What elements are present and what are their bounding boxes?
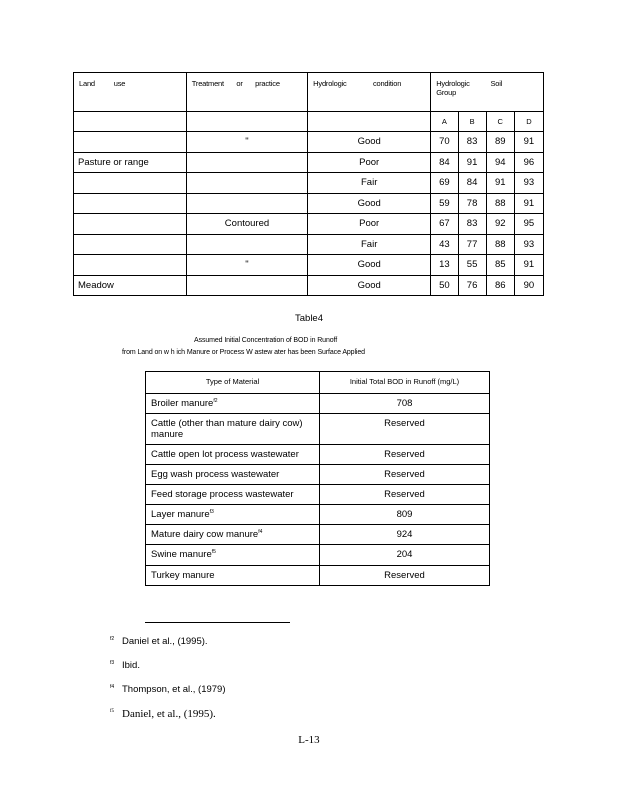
material-name: Broiler manure — [151, 398, 214, 410]
table-row — [146, 505, 490, 525]
group-b: B — [458, 112, 486, 132]
material-name: Swine manure — [151, 549, 212, 561]
footnote — [110, 684, 226, 695]
curve-number-cell: 92 — [486, 214, 514, 235]
curve-number-cell: 93 — [514, 173, 543, 194]
bod-value-cell: Reserved — [320, 465, 490, 485]
header-text: or — [236, 79, 243, 88]
land-use-cell: Pasture or range — [74, 152, 187, 173]
treatment-cell — [186, 152, 307, 173]
bod-value-cell: 204 — [320, 545, 490, 565]
curve-number-cell: 91 — [514, 255, 543, 276]
curve-number-cell: 59 — [431, 193, 458, 214]
condition-cell: Poor — [308, 214, 431, 235]
header-soil-group — [431, 73, 544, 112]
curve-number-cell: 88 — [486, 193, 514, 214]
bod-value-cell: Reserved — [320, 485, 490, 505]
table-header-row — [74, 73, 544, 112]
table-row — [74, 275, 544, 296]
bod-value-cell: 708 — [320, 394, 490, 414]
footnote-mark: f2 — [110, 636, 115, 642]
treatment-cell: " — [186, 132, 307, 153]
land-use-cell — [74, 234, 187, 255]
curve-number-cell: 91 — [458, 152, 486, 173]
bod-value-cell: 809 — [320, 505, 490, 525]
footnote-text: Daniel et al., (1995). — [122, 636, 208, 648]
footnote-mark: f3 — [110, 660, 115, 666]
table-row — [146, 394, 490, 414]
header-text: Hydrologic — [436, 79, 470, 88]
treatment-cell: Contoured — [186, 214, 307, 235]
header-text: use — [113, 79, 126, 88]
material-cell — [146, 565, 320, 585]
footnote — [110, 708, 216, 720]
land-use-cell — [74, 193, 187, 214]
material-name: Turkey manure — [151, 569, 215, 581]
table-row — [146, 445, 490, 465]
bod-value-cell: Reserved — [320, 414, 490, 445]
footnote-ref: f3 — [209, 509, 214, 516]
treatment-cell — [186, 193, 307, 214]
curve-number-cell: 83 — [458, 214, 486, 235]
table-header-row — [146, 372, 490, 394]
table-row — [74, 152, 544, 173]
treatment-cell — [186, 173, 307, 194]
curve-number-cell: 90 — [514, 275, 543, 296]
curve-number-cell: 96 — [514, 152, 543, 173]
table4-caption: Table4 — [295, 313, 323, 324]
curve-number-cell: 13 — [431, 255, 458, 276]
table-row — [74, 255, 544, 276]
land-use-cell — [74, 132, 187, 153]
table-row — [146, 485, 490, 505]
header-text: Group — [436, 88, 457, 97]
material-cell — [146, 485, 320, 505]
treatment-cell — [186, 275, 307, 296]
soil-group-row — [74, 112, 544, 132]
condition-cell: Good — [308, 255, 431, 276]
footnote-ref: f5 — [211, 549, 216, 556]
table-row — [146, 414, 490, 445]
curve-number-cell: 69 — [431, 173, 458, 194]
curve-number-cell: 95 — [514, 214, 543, 235]
header-initial-bod: Initial Total BOD in Runoff (mg/L) — [320, 372, 490, 394]
footnote-ref: f2 — [213, 398, 218, 404]
table-row — [74, 234, 544, 255]
condition-cell: Good — [308, 193, 431, 214]
footnote-text: Thompson, et al., (1979) — [122, 684, 226, 696]
curve-number-cell: 55 — [458, 255, 486, 276]
curve-number-table — [73, 72, 544, 296]
footnote-ref: f4 — [258, 529, 263, 536]
condition-cell: Good — [308, 132, 431, 153]
footnote — [110, 636, 208, 647]
header-treatment — [186, 73, 307, 112]
bod-value-cell: 924 — [320, 525, 490, 545]
condition-cell: Fair — [308, 173, 431, 194]
curve-number-cell: 84 — [458, 173, 486, 194]
header-text: Land — [79, 79, 95, 88]
treatment-cell: " — [186, 255, 307, 276]
header-hydrologic-condition — [308, 73, 431, 112]
material-name: Feed storage process wastewater — [151, 489, 294, 501]
curve-number-cell: 78 — [458, 193, 486, 214]
table-row — [146, 565, 490, 585]
group-a: A — [431, 112, 458, 132]
condition-cell: Good — [308, 275, 431, 296]
material-cell — [146, 445, 320, 465]
land-use-cell: Meadow — [74, 275, 187, 296]
curve-number-cell: 91 — [486, 173, 514, 194]
curve-number-cell: 43 — [431, 234, 458, 255]
bod-table — [145, 371, 490, 586]
curve-number-cell: 89 — [486, 132, 514, 153]
curve-number-cell: 91 — [514, 193, 543, 214]
footnote-text: Ibid. — [122, 660, 140, 672]
footnote-mark: f4 — [110, 684, 115, 690]
table-row — [74, 173, 544, 194]
table-row — [146, 525, 490, 545]
header-text: Soil — [490, 79, 503, 88]
material-name: Cattle open lot process wastewater — [151, 449, 299, 461]
table4-subtitle-line1: Assumed Initial Concentration of BOD in Runoff — [194, 337, 338, 344]
material-cell — [146, 525, 320, 545]
curve-number-cell: 84 — [431, 152, 458, 173]
material-cell — [146, 414, 320, 445]
footnote-rule — [145, 622, 290, 623]
group-c: C — [486, 112, 514, 132]
treatment-cell — [186, 234, 307, 255]
curve-number-cell: 85 — [486, 255, 514, 276]
curve-number-cell: 91 — [514, 132, 543, 153]
table4-subtitle-line2: from Land on w h ich Manure or Process W astew ater has been Surface Applied — [122, 349, 365, 356]
table-row — [74, 193, 544, 214]
curve-number-cell: 83 — [458, 132, 486, 153]
curve-number-cell: 50 — [431, 275, 458, 296]
footnote — [110, 660, 140, 671]
curve-number-cell: 76 — [458, 275, 486, 296]
material-name: Layer manure — [151, 509, 210, 521]
table-row — [146, 465, 490, 485]
curve-number-cell: 70 — [431, 132, 458, 153]
group-d: D — [514, 112, 543, 132]
curve-number-cell: 67 — [431, 214, 458, 235]
curve-number-cell: 88 — [486, 234, 514, 255]
land-use-cell — [74, 173, 187, 194]
header-type-of-material: Type of Material — [146, 372, 320, 394]
curve-number-cell: 77 — [458, 234, 486, 255]
footnote-text: Daniel, et al., (1995). — [122, 708, 216, 720]
footnote-mark: f5 — [110, 709, 115, 715]
table-row — [74, 214, 544, 235]
condition-cell: Poor — [308, 152, 431, 173]
page-number: L-13 — [298, 734, 320, 746]
header-land-use — [74, 73, 187, 112]
material-name: Egg wash process wastewater — [151, 469, 280, 481]
bod-value-cell: Reserved — [320, 445, 490, 465]
header-text: Treatment — [191, 79, 224, 88]
curve-number-cell: 94 — [486, 152, 514, 173]
material-name: Mature dairy cow manure — [151, 529, 259, 541]
header-text: practice — [255, 79, 280, 88]
curve-number-cell: 86 — [486, 275, 514, 296]
bod-value-cell: Reserved — [320, 565, 490, 585]
table-row — [74, 132, 544, 153]
land-use-cell — [74, 255, 187, 276]
curve-number-cell: 93 — [514, 234, 543, 255]
header-text: condition — [372, 79, 402, 88]
material-name: Cattle (other than mature dairy cow) manure — [151, 418, 303, 441]
material-cell — [146, 465, 320, 485]
header-text: Hydrologic — [313, 79, 347, 88]
material-cell — [146, 505, 320, 525]
condition-cell: Fair — [308, 234, 431, 255]
land-use-cell — [74, 214, 187, 235]
material-cell — [146, 545, 320, 565]
material-cell — [146, 394, 320, 414]
table-row — [146, 545, 490, 565]
